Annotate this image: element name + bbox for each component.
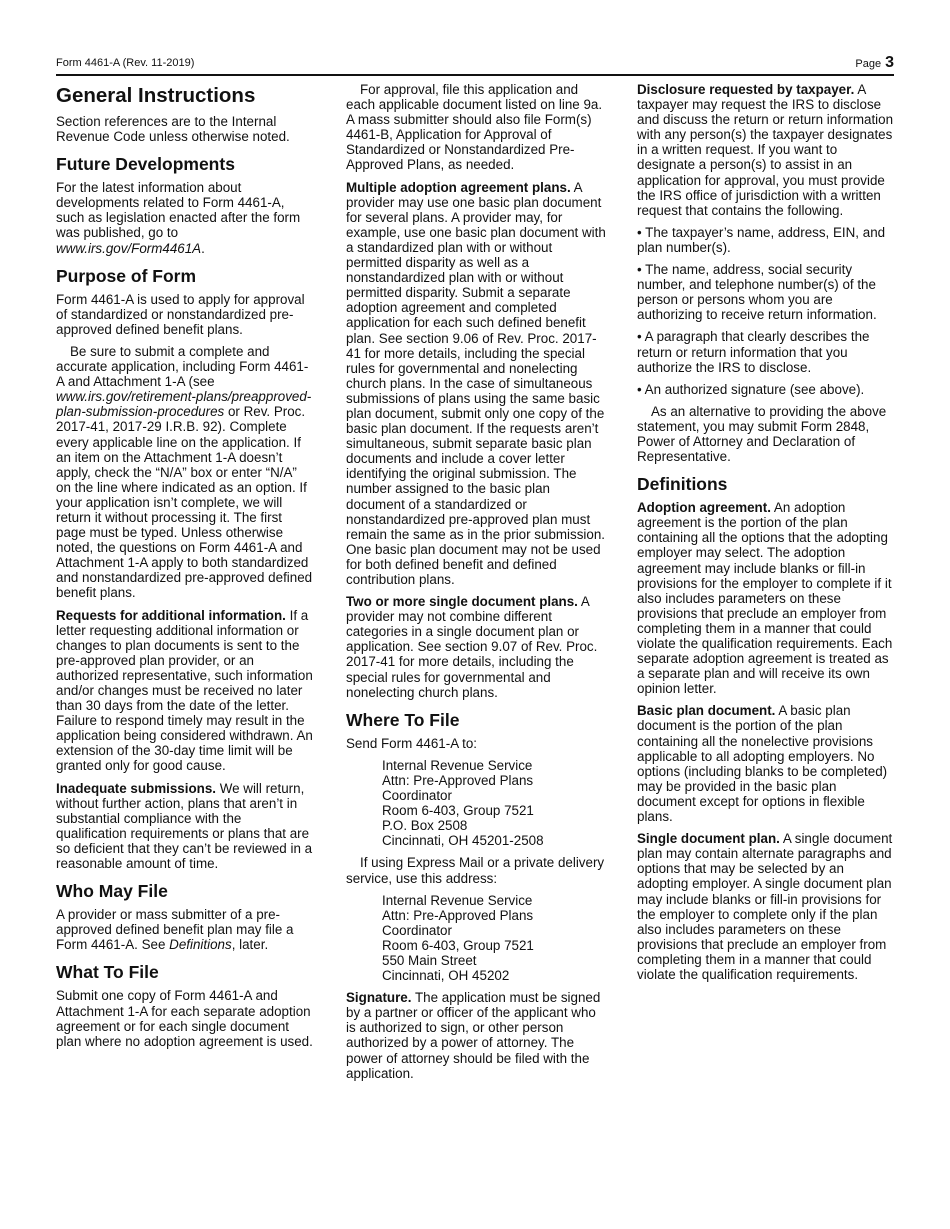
section-references-text: Section references are to the Internal Revenue Code unless otherwise noted. xyxy=(56,114,290,145)
page-label: Page xyxy=(855,58,882,70)
future-developments-heading: Future Developments xyxy=(56,154,235,175)
where-to-file-heading: Where To File xyxy=(346,709,460,730)
signature-paragraph: Signature. The application must be signed by a partner or officer of the applicant who is authorized to sign, or other person authorized by a power of attorney. The power of attorney should be filed with the application. xyxy=(346,990,601,1081)
basic-plan-paragraph: Basic plan document. A basic plan document is the portion of the plan containing all the nonelective provisions applicable to all adopting employers. No options (including blanks to be completed) may be provided in the basic plan document except for options in flexible plans. xyxy=(637,703,888,825)
page-indicator xyxy=(855,54,894,72)
column-1 xyxy=(56,82,314,1056)
form-title: Form 4461-A (Rev. 11-2019) xyxy=(56,57,195,69)
address-line: Internal Revenue Service xyxy=(382,892,533,908)
purpose-text: Form 4461-A is used to apply for approval of standardized or nonstandardized pre-approved defined benefit plans. xyxy=(56,291,305,337)
who-may-file-text: A provider or mass submitter of a pre-approved defined benefit plan may file a Form 4461-A. See Definitions, later. xyxy=(56,907,294,953)
address-line: Room 6-403, Group 7521 xyxy=(382,803,534,819)
form-url-link[interactable]: www.irs.gov/Form4461A xyxy=(56,240,202,256)
single-document-paragraph: Single document plan. A single document plan may contain alternate paragraphs and options that may be selected by an adopting employer. A single document plan may include blanks or fill-in provisions for the employer to complete only if the plan also includes parameters on these provisions that preclude an employer from completing them in a manner that could violate the qualification requirements. xyxy=(637,831,893,982)
column-3 xyxy=(637,82,895,989)
disclosure-bullet: • An authorized signature (see above). xyxy=(637,381,865,397)
approval-text: For approval, file this application and each applicable document listed on line 9a. A mass submitter should also file Form(s) 4461-B, Application for Approval of Standardized or Nonstandardized Pre-Approved Plans, as needed. xyxy=(346,82,603,173)
header-rule xyxy=(56,74,894,76)
multiple-adoption-paragraph: Multiple adoption agreement plans. A provider may use one basic plan document for several plans. A provider may, for example, use one basic plan document with a standardized plan with or without permitted disparity as well as a nonstandardized plan with or without permitted disparity. Submit a separate adoption agreement and completed application for each such defined benefit plan. See section 9.06 of Rev. Proc. 2017-41 for more details, including the special rules for governmental and nonelecting church plans. In the case of simultaneous submissions of plans using the same basic plan document, submit only one copy of the basic plan document. If the requests aren’t simultaneous, submit separate basic plan documents and include a cover letter identifying the original submission. The number assigned to the basic plan document of a standardized or nonstandardized pre-approved plan must remain the same as in the prior submission. One basic plan document may not be used for both defined benefit and defined contribution plans. xyxy=(346,179,606,587)
definitions-heading: Definitions xyxy=(637,474,728,495)
delivery-address xyxy=(346,893,608,984)
address-line: Coordinator xyxy=(382,788,452,804)
who-may-file-heading: Who May File xyxy=(56,881,168,902)
column-2 xyxy=(346,82,608,1088)
express-mail-text: If using Express Mail or a private delivery service, use this address: xyxy=(346,855,605,886)
address-line: Room 6-403, Group 7521 xyxy=(382,937,534,953)
disclosure-bullet: • The taxpayer’s name, address, EIN, and plan number(s). xyxy=(637,224,886,255)
address-line: Attn: Pre-Approved Plans xyxy=(382,907,534,923)
what-to-file-heading: What To File xyxy=(56,962,159,983)
what-to-file-text: Submit one copy of Form 4461-A and Attachment 1-A for each separate adoption agreement or for each single document plan where no adoption agreement is used. xyxy=(56,988,313,1049)
address-line: Cincinnati, OH 45202 xyxy=(382,968,510,984)
address-line: P.O. Box 2508 xyxy=(382,818,468,834)
submit-complete-text: Be sure to submit a complete and accurate application, including Form 4461-A and Attachment 1-A (see www.irs.gov/retirement-plans/preapproved-plan-submission-procedures or Rev. Proc. 2017-41, 2017-29 I.R.B. 92). Complete every applicable line on the application. If an item on the Attachment 1-A doesn’t apply, check the “N/A” box or enter “N/A” on the line where indicated as an option. If your application isn’t complete, we will return it without processing it. The first page must be typed. Unless otherwise noted, the questions on Form 4461-A and Attachment 1-A apply to both standardized and nonstandardized pre-approved defined benefit plans. xyxy=(56,343,313,601)
inadequate-paragraph: Inadequate submissions. We will return, without further action, plans that aren’t in substantial compliance with the qualification requirements or plans that are so deficient that they can’t be reviewed in a reasonable amount of time. xyxy=(56,780,313,872)
address-line: Attn: Pre-Approved Plans xyxy=(382,772,534,788)
address-line: Internal Revenue Service xyxy=(382,757,533,773)
address-line: Cincinnati, OH 45201-2508 xyxy=(382,833,544,849)
general-instructions-heading: General Instructions xyxy=(56,84,256,107)
address-line: Coordinator xyxy=(382,922,452,938)
preapproved-url-link[interactable]: www.irs.gov/retirement-plans/preapproved-plan-submission-procedures xyxy=(56,389,312,420)
purpose-heading: Purpose of Form xyxy=(56,265,197,286)
requests-paragraph: Requests for additional information. If a letter requesting additional information or changes to plan documents is sent to the pre-approved plan provider, or an authorized representative, such information and/or changes must be received no later than 30 days from the date of the letter. Failure to respond timely may result in the application being considered withdrawn. An extension of the 30-day time limit will be granted only for good cause. xyxy=(56,607,313,774)
address-line: 550 Main Street xyxy=(382,952,477,968)
send-form-text: Send Form 4461-A to: xyxy=(346,735,478,751)
future-developments-text: For the latest information about developments related to Form 4461-A, such as legislation enacted after the form was published, go to www.irs.gov/Form4461A. xyxy=(56,180,301,256)
disclosure-bullet: • The name, address, social security number, and telephone number(s) of the person or persons whom you are authorizing to receive return information. xyxy=(637,262,877,323)
page-number: 3 xyxy=(885,54,894,71)
adoption-agreement-paragraph: Adoption agreement. An adoption agreement is the portion of the plan containing all the options that the adopting employer may select. The adoption agreement may include blanks or fill-in provisions for the employer to complete if it also includes parameters on these provisions that preclude an employer from completing them in a manner that could violate the qualification requirements. Each separate adoption agreement is treated as a separate plan and will receive its own opinion letter. xyxy=(637,500,893,697)
alternative-text: As an alternative to providing the above statement, you may submit Form 2848, Power of Attorney and Declaration of Representative. xyxy=(637,403,887,465)
disclosure-paragraph: Disclosure requested by taxpayer. A taxpayer may request the IRS to disclose and discuss the return or return information with any person(s) the taxpayer designates in a written request. If you want to designate a person(s) to assist in an application for approval, you must provide the IRS office of jurisdiction with a written request that contains the following. xyxy=(637,82,894,218)
mailing-address xyxy=(346,758,608,849)
disclosure-bullet: • A paragraph that clearly describes the return or return information that you authorize the IRS to disclose. xyxy=(637,329,870,375)
two-or-more-paragraph: Two or more single document plans. A provider may not combine different categories in a single document plan or application. See section 9.07 of Rev. Proc. 2017-41 for more details, including the special rules for governmental and nonelecting church plans. xyxy=(346,594,598,700)
